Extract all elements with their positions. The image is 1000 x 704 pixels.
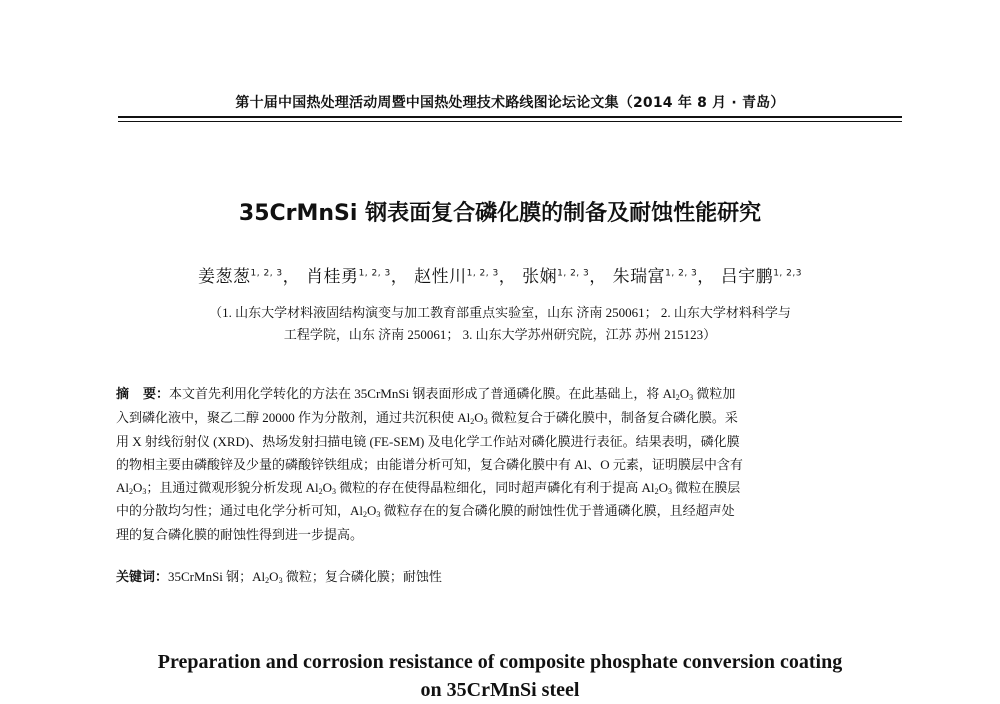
author-affil: 1, 2, 3 (250, 268, 283, 279)
abstract-line: $Al_2O_3$；且通过微观形貌分析发现 $Al_2O_3$ 微粒的存在使得晶粒细化，同时超声磷化有利于提高 $Al_2O_3$ 微粒在膜层 (116, 480, 741, 497)
author-name: 赵性川 (414, 267, 467, 287)
proceedings-header: 第十届中国热处理活动周暨中国热处理技术路线图论坛论文集（2014 年 8 月 · 青岛） (235, 95, 785, 111)
keywords-label: 关键词： (116, 570, 169, 585)
author-list: 姜葱葱$^{1, 2, 3}$， 肖桂勇$^{1, 2, 3}$， 赵性川$^{1, 2, 3}$， 张娴$^{1, 2, 3}$， 朱瑞富$^{1, 2, 3}$， 吕宇鹏$^{1, 2,3}$ (198, 267, 802, 287)
author-affil: 1, 2, 3 (358, 268, 391, 279)
abstract-line: 的物相主要由磷酸锌及少量的磷酸锌铁组成；由能谱分析可知，复合磷化膜中有 Al、O 元素，证明膜层中含有 (116, 456, 743, 472)
author-name: 肖桂勇 (306, 267, 359, 287)
author-affil: 1, 2, 3 (557, 268, 590, 279)
abstract-line: 理的复合磷化膜的耐蚀性得到进一步提高。 (116, 526, 364, 542)
english-title (90, 648, 910, 704)
abstract-line: 中的分散均匀性；通过电化学分析可知，$Al_2O_3$ 微粒存在的复合磷化膜的耐蚀性优于普通磷化膜，且经超声处 (116, 503, 735, 520)
abstract-line: 入到磷化液中，聚乙二醇 20000 作为分散剂，通过共沉积使 $Al_2O_3$ 微粒复合于磷化膜中，制备复合磷化膜。采 (116, 410, 738, 427)
affiliation-line: 工程学院，山东 济南 250061； 3. 山东大学苏州研究院，江苏 苏州 215123） (283, 327, 717, 342)
author-affil: 1, 2, 3 (466, 268, 499, 279)
abstract-line: 摘 要：本文首先利用化学转化的方法在 35CrMnSi 钢表面形成了普通磷化膜。在此基础上，将 $Al_2O_3$ 微粒加 (116, 386, 736, 402)
keywords: 关键词：35CrMnSi 钢；$Al_2O_3$ 微粒；复合磷化膜；耐蚀性 (116, 569, 442, 585)
author-affil: 1, 2,3 (773, 268, 802, 279)
author-name: 姜葱葱 (198, 267, 251, 287)
english-title-line: on 35CrMnSi steel (420, 679, 580, 701)
abstract-label: 摘 要： (116, 387, 170, 402)
author-name: 朱瑞富 (612, 267, 666, 287)
english-title-line: Preparation and corrosion resistance of composite phosphate conversion coating (157, 651, 843, 673)
author-name: 张娴 (522, 267, 558, 287)
author-name: 吕宇鹏 (720, 267, 774, 287)
abstract-line: 用 X 射线衍射仪 (XRD)、热场发射扫描电镜 (FE-SEM) 及电化学工作站对磷化膜进行表征。结果表明，磷化膜 (116, 433, 740, 449)
abstract (116, 382, 906, 546)
author-affil: 1, 2, 3 (665, 268, 698, 279)
paper-title: 35CrMnSi 钢表面复合磷化膜的制备及耐蚀性能研究 (238, 201, 762, 226)
header-rule (118, 116, 902, 122)
affiliations (110, 302, 890, 346)
affiliation-line: （1. 山东大学材料液固结构演变与加工教育部重点实验室，山东 济南 250061； 2. 山东大学材料科学与 (209, 305, 791, 320)
